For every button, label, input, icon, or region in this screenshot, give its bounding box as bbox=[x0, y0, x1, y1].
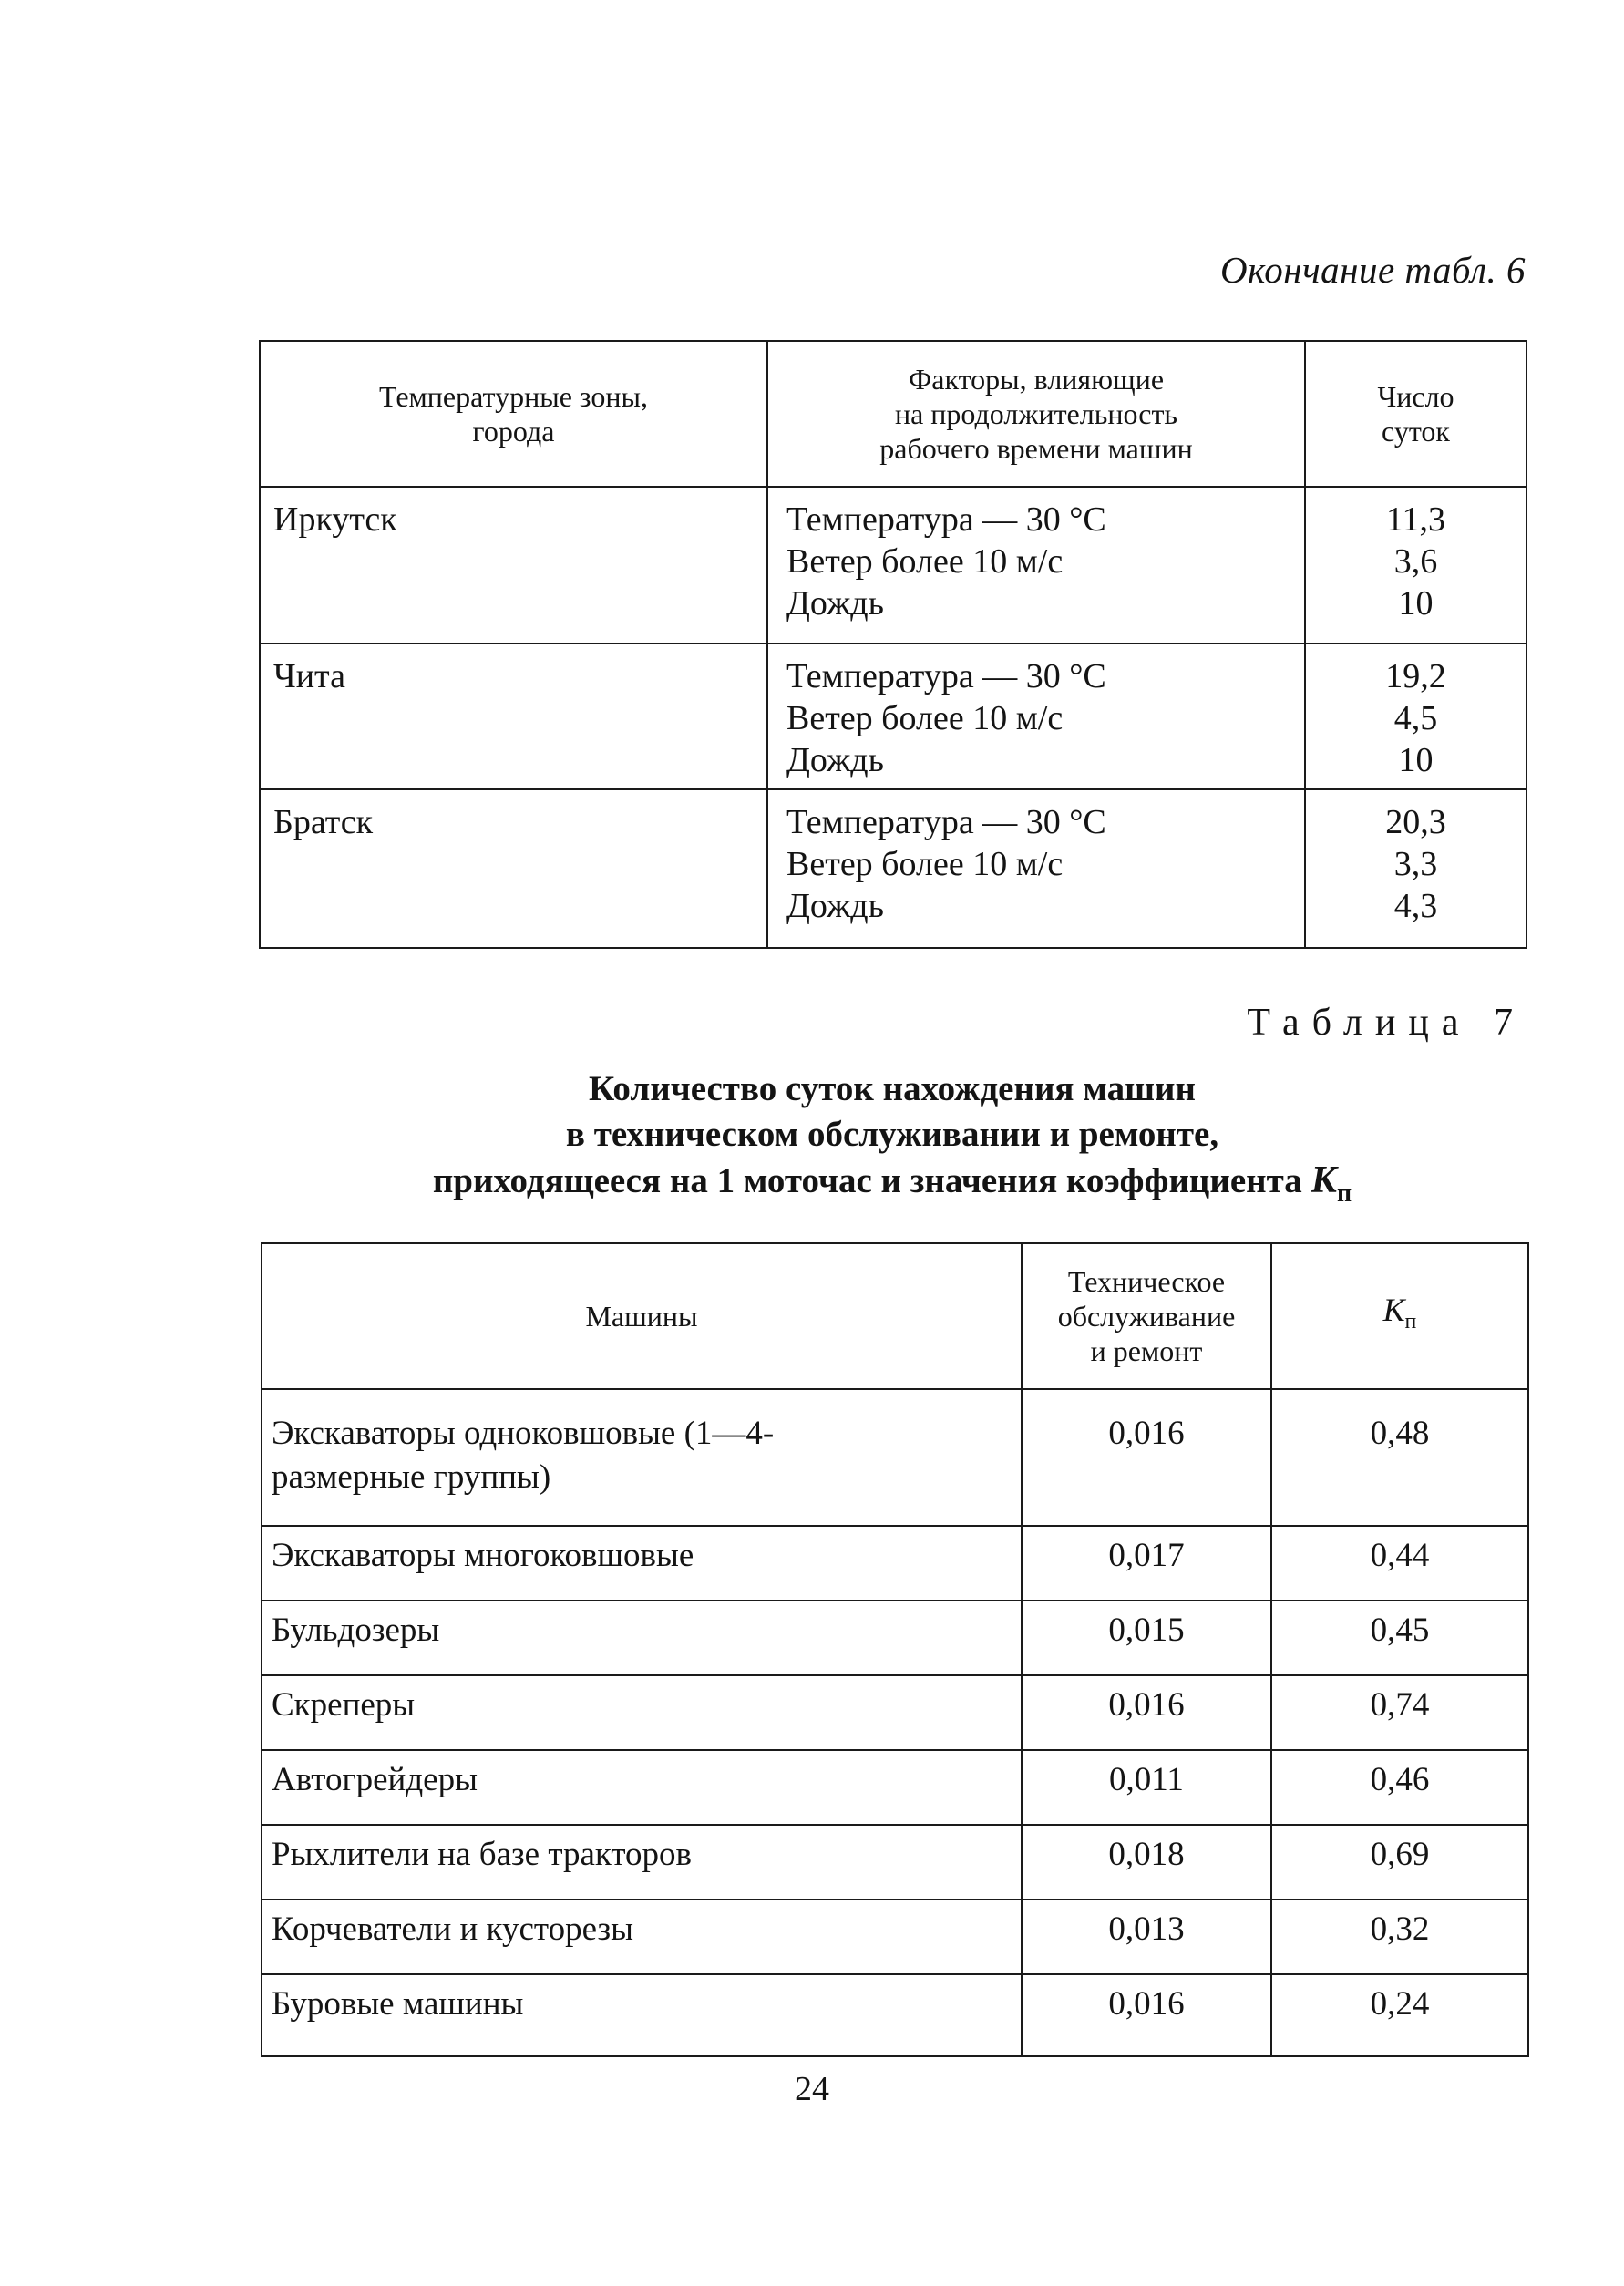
factor-line: Дождь bbox=[786, 887, 884, 925]
table-6-continuation bbox=[259, 340, 1527, 949]
service-cell: 0,016 bbox=[1022, 1675, 1271, 1750]
header-line: рабочего времени машин bbox=[879, 432, 1193, 465]
days-value: 20,3 bbox=[1385, 803, 1446, 841]
service-cell: 0,016 bbox=[1022, 1389, 1271, 1526]
header-line: Температурные зоны, bbox=[379, 380, 648, 413]
machine-line: размерные группы) bbox=[272, 1458, 551, 1496]
factor-line: Дождь bbox=[786, 584, 884, 623]
days-cell bbox=[1305, 487, 1526, 644]
days-value: 11,3 bbox=[1385, 500, 1446, 539]
factors-cell bbox=[767, 487, 1305, 644]
header-line: и ремонт bbox=[1090, 1334, 1203, 1367]
header-line: Число bbox=[1377, 380, 1454, 413]
service-cell: 0,011 bbox=[1022, 1750, 1271, 1825]
symbol-letter: К bbox=[1311, 1159, 1338, 1201]
coefficient-cell: 0,74 bbox=[1271, 1675, 1528, 1750]
header-days bbox=[1305, 341, 1526, 487]
days-value: 3,6 bbox=[1393, 542, 1438, 581]
header-machines: Машины bbox=[262, 1243, 1022, 1389]
header-service bbox=[1022, 1243, 1271, 1389]
header-line: на продолжительность bbox=[894, 397, 1178, 430]
table-row bbox=[260, 789, 1526, 948]
days-value: 10 bbox=[1398, 741, 1434, 779]
days-cell bbox=[1305, 644, 1526, 789]
table-row bbox=[262, 1900, 1528, 1974]
title-line: Количество суток нахождения машин bbox=[589, 1069, 1196, 1108]
header-line: Техническое bbox=[1067, 1265, 1226, 1298]
header-temperature-zones bbox=[260, 341, 767, 487]
days-value: 19,2 bbox=[1385, 657, 1446, 695]
table-row bbox=[260, 487, 1526, 644]
coefficient-symbol bbox=[1311, 1159, 1352, 1208]
header-line: обслуживание bbox=[1057, 1300, 1236, 1333]
machine-cell: Экскаваторы многоковшовые bbox=[262, 1526, 1022, 1601]
service-cell: 0,018 bbox=[1022, 1825, 1271, 1900]
page-number: 24 bbox=[795, 2070, 829, 2108]
machine-cell: Автогрейдеры bbox=[262, 1750, 1022, 1825]
table-row bbox=[262, 1675, 1528, 1750]
table-7-title bbox=[259, 1066, 1526, 1217]
coefficient-cell: 0,46 bbox=[1271, 1750, 1528, 1825]
title-line: в техническом обслуживании и ремонте, bbox=[565, 1115, 1219, 1154]
machine-cell: Бульдозеры bbox=[262, 1601, 1022, 1675]
coefficient-cell: 0,32 bbox=[1271, 1900, 1528, 1974]
machine-cell: Скреперы bbox=[262, 1675, 1022, 1750]
symbol-letter: К bbox=[1382, 1292, 1405, 1329]
city-cell: Чита bbox=[260, 644, 767, 789]
title-text: приходящееся на 1 моточас и значения коэффициента bbox=[432, 1161, 1302, 1200]
coefficient-cell: 0,24 bbox=[1271, 1974, 1528, 2056]
days-value: 4,5 bbox=[1393, 699, 1438, 737]
coefficient-cell: 0,48 bbox=[1271, 1389, 1528, 1526]
days-value: 3,3 bbox=[1393, 845, 1438, 883]
symbol-subscript: п bbox=[1404, 1310, 1417, 1334]
symbol-subscript: п bbox=[1337, 1179, 1352, 1208]
continuation-label: Окончание табл. 6 bbox=[1220, 249, 1526, 291]
table-row bbox=[262, 1389, 1528, 1526]
header-line: города bbox=[472, 415, 555, 448]
service-cell: 0,013 bbox=[1022, 1900, 1271, 1974]
table-7-label: Таблица 7 bbox=[1247, 1002, 1526, 1044]
machine-cell bbox=[262, 1389, 1022, 1526]
service-cell: 0,016 bbox=[1022, 1974, 1271, 2056]
coefficient-cell: 0,69 bbox=[1271, 1825, 1528, 1900]
coefficient-symbol bbox=[1382, 1292, 1417, 1334]
factor-line: Температура — 30 °С bbox=[786, 657, 1106, 695]
factor-line: Ветер более 10 м/с bbox=[786, 542, 1064, 581]
machine-cell: Рыхлители на базе тракторов bbox=[262, 1825, 1022, 1900]
factor-line: Температура — 30 °С bbox=[786, 803, 1106, 841]
machine-cell: Буровые машины bbox=[262, 1974, 1022, 2056]
factor-line: Ветер более 10 м/с bbox=[786, 699, 1064, 737]
coefficient-cell: 0,45 bbox=[1271, 1601, 1528, 1675]
coefficient-cell: 0,44 bbox=[1271, 1526, 1528, 1601]
table-7 bbox=[261, 1242, 1529, 2057]
city-cell: Братск bbox=[260, 789, 767, 948]
factors-cell bbox=[767, 644, 1305, 789]
header-line: суток bbox=[1382, 415, 1450, 448]
table-header-row bbox=[260, 341, 1526, 487]
city-cell: Иркутск bbox=[260, 487, 767, 644]
header-factors bbox=[767, 341, 1305, 487]
title-line bbox=[259, 1158, 1526, 1217]
table-row bbox=[260, 644, 1526, 789]
table-header-row bbox=[262, 1243, 1528, 1389]
header-coefficient bbox=[1271, 1243, 1528, 1389]
factors-cell bbox=[767, 789, 1305, 948]
table-row bbox=[262, 1825, 1528, 1900]
days-cell bbox=[1305, 789, 1526, 948]
table-row bbox=[262, 1750, 1528, 1825]
days-value: 4,3 bbox=[1393, 887, 1438, 925]
table-row bbox=[262, 1601, 1528, 1675]
days-value: 10 bbox=[1398, 584, 1434, 623]
factor-line: Ветер более 10 м/с bbox=[786, 845, 1064, 883]
table-row bbox=[262, 1526, 1528, 1601]
service-cell: 0,015 bbox=[1022, 1601, 1271, 1675]
header-line: Факторы, влияющие bbox=[908, 363, 1165, 396]
machine-cell: Корчеватели и кусторезы bbox=[262, 1900, 1022, 1974]
factor-line: Температура — 30 °С bbox=[786, 500, 1106, 539]
service-cell: 0,017 bbox=[1022, 1526, 1271, 1601]
table-row bbox=[262, 1974, 1528, 2056]
machine-line: Экскаваторы одноковшовые (1—4- bbox=[272, 1415, 775, 1452]
factor-line: Дождь bbox=[786, 741, 884, 779]
